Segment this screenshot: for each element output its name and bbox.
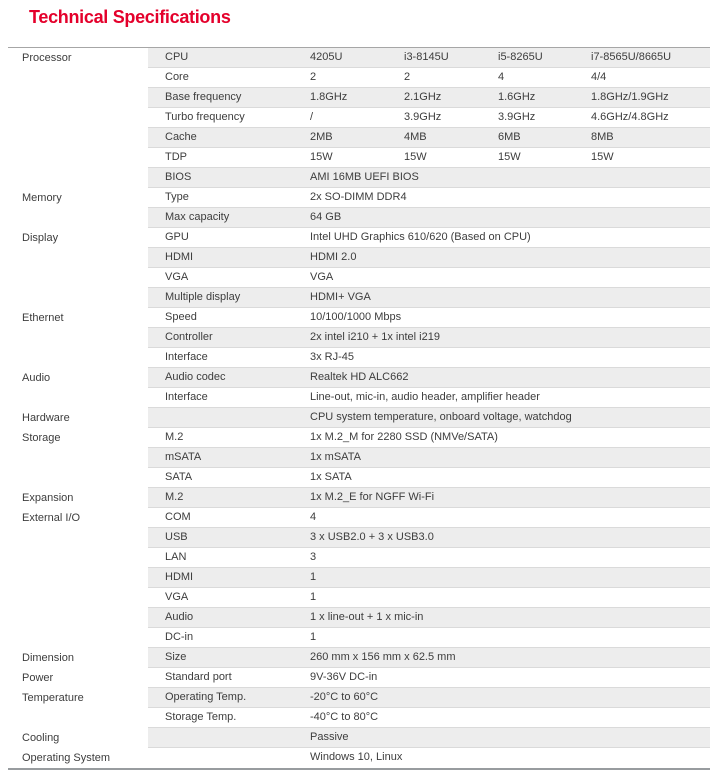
row-category bbox=[8, 108, 148, 128]
row-cells bbox=[148, 68, 710, 88]
row-value: 4/4 bbox=[591, 71, 607, 83]
table-row bbox=[8, 448, 710, 468]
table-row bbox=[8, 328, 710, 348]
row-attribute bbox=[148, 728, 310, 747]
row-value: HDMI 2.0 bbox=[310, 251, 357, 263]
row-category bbox=[8, 448, 148, 468]
row-attribute: USB bbox=[165, 531, 188, 543]
row-attribute: HDMI bbox=[165, 251, 194, 263]
row-value: 1x mSATA bbox=[310, 451, 361, 463]
row-attribute: VGA bbox=[165, 271, 189, 283]
table-row bbox=[8, 668, 710, 688]
row-attribute: Audio bbox=[165, 611, 194, 623]
table-row bbox=[8, 48, 710, 68]
row-category bbox=[8, 88, 148, 108]
row-category: Memory bbox=[22, 192, 62, 204]
row-cells bbox=[148, 668, 710, 688]
row-cells bbox=[148, 688, 710, 708]
table-row bbox=[8, 168, 710, 188]
row-value: 2 bbox=[310, 71, 317, 83]
row-attribute: Type bbox=[165, 191, 189, 203]
row-value: CPU system temperature, onboard voltage, watchdog bbox=[310, 411, 572, 423]
row-cells bbox=[148, 368, 710, 388]
row-cells bbox=[148, 328, 710, 348]
row-attribute: Speed bbox=[165, 311, 197, 323]
row-category: Ethernet bbox=[22, 312, 64, 324]
row-value: 1x M.2_E for NGFF Wi-Fi bbox=[310, 491, 435, 503]
row-attribute: Core bbox=[165, 71, 189, 83]
table-row bbox=[8, 468, 710, 488]
row-attribute: Multiple display bbox=[165, 291, 241, 303]
row-value: 15W bbox=[591, 151, 614, 163]
row-value: 1 x line-out + 1 x mic-in bbox=[310, 611, 424, 623]
row-attribute: BIOS bbox=[165, 171, 192, 183]
table-row bbox=[8, 648, 710, 668]
row-value: 15W bbox=[310, 151, 333, 163]
row-value: 1.8GHz/1.9GHz bbox=[591, 91, 669, 103]
row-attribute: M.2 bbox=[165, 431, 184, 443]
row-cells bbox=[148, 428, 710, 448]
row-cells bbox=[148, 128, 710, 148]
row-cells bbox=[148, 148, 710, 168]
row-cells bbox=[148, 248, 710, 268]
table-row bbox=[8, 568, 710, 588]
row-attribute: COM bbox=[165, 511, 191, 523]
table-row bbox=[8, 728, 710, 748]
table-row bbox=[8, 548, 710, 568]
row-value: 6MB bbox=[498, 131, 521, 143]
row-attribute: Storage Temp. bbox=[165, 711, 237, 723]
row-value: 3 x USB2.0 + 3 x USB3.0 bbox=[310, 531, 434, 543]
row-cells bbox=[148, 388, 710, 408]
row-value: 2MB bbox=[310, 131, 333, 143]
row-value: 1 bbox=[310, 571, 317, 583]
row-category bbox=[8, 468, 148, 488]
row-cells bbox=[148, 448, 710, 468]
table-row bbox=[8, 688, 710, 708]
row-category bbox=[8, 268, 148, 288]
row-cells bbox=[148, 728, 710, 748]
row-attribute: HDMI bbox=[165, 571, 194, 583]
row-value: 64 GB bbox=[310, 211, 342, 223]
row-attribute: VGA bbox=[165, 591, 189, 603]
row-attribute: Base frequency bbox=[165, 91, 242, 103]
row-value: 1x SATA bbox=[310, 471, 352, 483]
table-row bbox=[8, 228, 710, 248]
row-category: Display bbox=[22, 232, 59, 244]
row-value: 4.6GHz/4.8GHz bbox=[591, 111, 669, 123]
row-cells bbox=[148, 348, 710, 368]
row-category bbox=[8, 328, 148, 348]
row-attribute: Standard port bbox=[165, 671, 232, 683]
spec-table bbox=[8, 47, 710, 770]
row-cells bbox=[148, 548, 710, 568]
table-row bbox=[8, 288, 710, 308]
row-value: / bbox=[310, 111, 314, 123]
row-cells bbox=[148, 528, 710, 548]
row-attribute: mSATA bbox=[165, 451, 202, 463]
row-attribute: Controller bbox=[165, 331, 213, 343]
row-value: 1x M.2_M for 2280 SSD (NMVe/SATA) bbox=[310, 431, 498, 443]
row-attribute: Operating Temp. bbox=[165, 691, 247, 703]
row-value: 3.9GHz bbox=[404, 111, 442, 123]
row-category bbox=[8, 628, 148, 648]
row-value: 1.8GHz bbox=[310, 91, 348, 103]
row-value: Passive bbox=[310, 731, 349, 743]
row-category: Temperature bbox=[22, 692, 84, 704]
row-category bbox=[8, 568, 148, 588]
row-cells bbox=[148, 88, 710, 108]
row-category bbox=[8, 608, 148, 628]
row-attribute: SATA bbox=[165, 471, 193, 483]
row-cells bbox=[148, 588, 710, 608]
row-attribute: LAN bbox=[165, 551, 187, 563]
row-value: AMI 16MB UEFI BIOS bbox=[310, 171, 419, 183]
row-value: 1 bbox=[310, 591, 317, 603]
table-row bbox=[8, 708, 710, 728]
row-cells bbox=[148, 408, 710, 428]
row-category bbox=[8, 148, 148, 168]
row-category: External I/O bbox=[22, 512, 81, 524]
row-value: 3 bbox=[310, 551, 317, 563]
row-value: 1.6GHz bbox=[498, 91, 536, 103]
row-category bbox=[8, 128, 148, 148]
row-category: Processor bbox=[22, 52, 72, 64]
row-cells bbox=[148, 208, 710, 228]
table-row bbox=[8, 488, 710, 508]
row-value: 2 bbox=[404, 71, 411, 83]
row-cells bbox=[148, 188, 710, 208]
row-value: -20°C to 60°C bbox=[310, 691, 379, 703]
table-row bbox=[8, 408, 710, 428]
row-category: Operating System bbox=[22, 752, 111, 764]
row-category bbox=[8, 388, 148, 408]
row-value: i5-8265U bbox=[498, 51, 543, 63]
table-row bbox=[8, 248, 710, 268]
table-row bbox=[8, 588, 710, 608]
row-value: Realtek HD ALC662 bbox=[310, 371, 409, 383]
table-row bbox=[8, 388, 710, 408]
row-attribute: Cache bbox=[165, 131, 197, 143]
row-category bbox=[8, 528, 148, 548]
row-cells bbox=[148, 288, 710, 308]
row-value: VGA bbox=[310, 271, 334, 283]
row-value: 1 bbox=[310, 631, 317, 643]
row-value: -40°C to 80°C bbox=[310, 711, 379, 723]
row-attribute: TDP bbox=[165, 151, 187, 163]
row-cells bbox=[148, 108, 710, 128]
table-row bbox=[8, 508, 710, 528]
table-row bbox=[8, 88, 710, 108]
table-row bbox=[8, 348, 710, 368]
row-value: 3.9GHz bbox=[498, 111, 536, 123]
row-category bbox=[8, 168, 148, 188]
row-value: 2.1GHz bbox=[404, 91, 442, 103]
row-attribute bbox=[148, 748, 310, 768]
row-value: 15W bbox=[404, 151, 427, 163]
row-cells bbox=[148, 748, 710, 768]
row-value: 9V-36V DC-in bbox=[310, 671, 378, 683]
row-cells bbox=[148, 568, 710, 588]
row-category bbox=[8, 548, 148, 568]
table-row bbox=[8, 628, 710, 648]
table-row bbox=[8, 368, 710, 388]
row-cells bbox=[148, 228, 710, 248]
row-category: Storage bbox=[22, 432, 61, 444]
row-value: 10/100/1000 Mbps bbox=[310, 311, 402, 323]
row-attribute: Audio codec bbox=[165, 371, 226, 383]
row-value: 4205U bbox=[310, 51, 343, 63]
row-cells bbox=[148, 168, 710, 188]
row-value: Intel UHD Graphics 610/620 (Based on CPU) bbox=[310, 231, 531, 243]
table-row bbox=[8, 108, 710, 128]
row-value: 4 bbox=[310, 511, 317, 523]
row-value: i3-8145U bbox=[404, 51, 449, 63]
row-category: Hardware bbox=[22, 412, 70, 424]
row-cells bbox=[148, 488, 710, 508]
table-row bbox=[8, 748, 710, 768]
row-attribute: DC-in bbox=[165, 631, 194, 643]
table-row bbox=[8, 68, 710, 88]
row-value: 4 bbox=[498, 71, 505, 83]
row-cells bbox=[148, 508, 710, 528]
row-value: 2x SO-DIMM DDR4 bbox=[310, 191, 407, 203]
row-cells bbox=[148, 608, 710, 628]
table-row bbox=[8, 268, 710, 288]
row-category bbox=[8, 68, 148, 88]
row-category bbox=[8, 708, 148, 728]
row-value: 8MB bbox=[591, 131, 614, 143]
table-row bbox=[8, 608, 710, 628]
row-value: Line-out, mic-in, audio header, amplifier header bbox=[310, 391, 540, 403]
row-cells bbox=[148, 48, 710, 68]
table-row bbox=[8, 128, 710, 148]
row-cells bbox=[148, 468, 710, 488]
table-row bbox=[8, 208, 710, 228]
row-category bbox=[8, 248, 148, 268]
row-attribute: Size bbox=[165, 651, 187, 663]
row-category: Dimension bbox=[22, 652, 74, 664]
row-cells bbox=[148, 648, 710, 668]
row-category bbox=[8, 288, 148, 308]
row-category: Power bbox=[22, 672, 54, 684]
row-value: 15W bbox=[498, 151, 521, 163]
row-attribute: Interface bbox=[165, 391, 208, 403]
row-value: 4MB bbox=[404, 131, 427, 143]
table-row bbox=[8, 428, 710, 448]
row-value: HDMI+ VGA bbox=[310, 291, 371, 303]
row-category bbox=[8, 208, 148, 228]
row-category bbox=[8, 348, 148, 368]
row-cells bbox=[148, 308, 710, 328]
row-cells bbox=[148, 628, 710, 648]
row-cells bbox=[148, 268, 710, 288]
table-row bbox=[8, 528, 710, 548]
row-attribute: M.2 bbox=[165, 491, 184, 503]
row-attribute: GPU bbox=[165, 231, 189, 243]
row-category: Cooling bbox=[22, 732, 60, 744]
row-value: Windows 10, Linux bbox=[310, 751, 403, 763]
table-row bbox=[8, 148, 710, 168]
row-attribute bbox=[148, 408, 310, 427]
row-attribute: Turbo frequency bbox=[165, 111, 245, 123]
table-row bbox=[8, 308, 710, 328]
row-attribute: Interface bbox=[165, 351, 208, 363]
row-value: 3x RJ-45 bbox=[310, 351, 355, 363]
page-title: Technical Specifications bbox=[29, 7, 231, 27]
row-value: i7-8565U/8665U bbox=[591, 51, 672, 63]
row-attribute: CPU bbox=[165, 51, 189, 63]
row-cells bbox=[148, 708, 710, 728]
row-category: Expansion bbox=[22, 492, 74, 504]
row-value: 260 mm x 156 mm x 62.5 mm bbox=[310, 651, 456, 663]
row-attribute: Max capacity bbox=[165, 211, 230, 223]
row-category bbox=[8, 588, 148, 608]
table-row bbox=[8, 188, 710, 208]
row-category: Audio bbox=[22, 372, 51, 384]
row-value: 2x intel i210 + 1x intel i219 bbox=[310, 331, 440, 343]
